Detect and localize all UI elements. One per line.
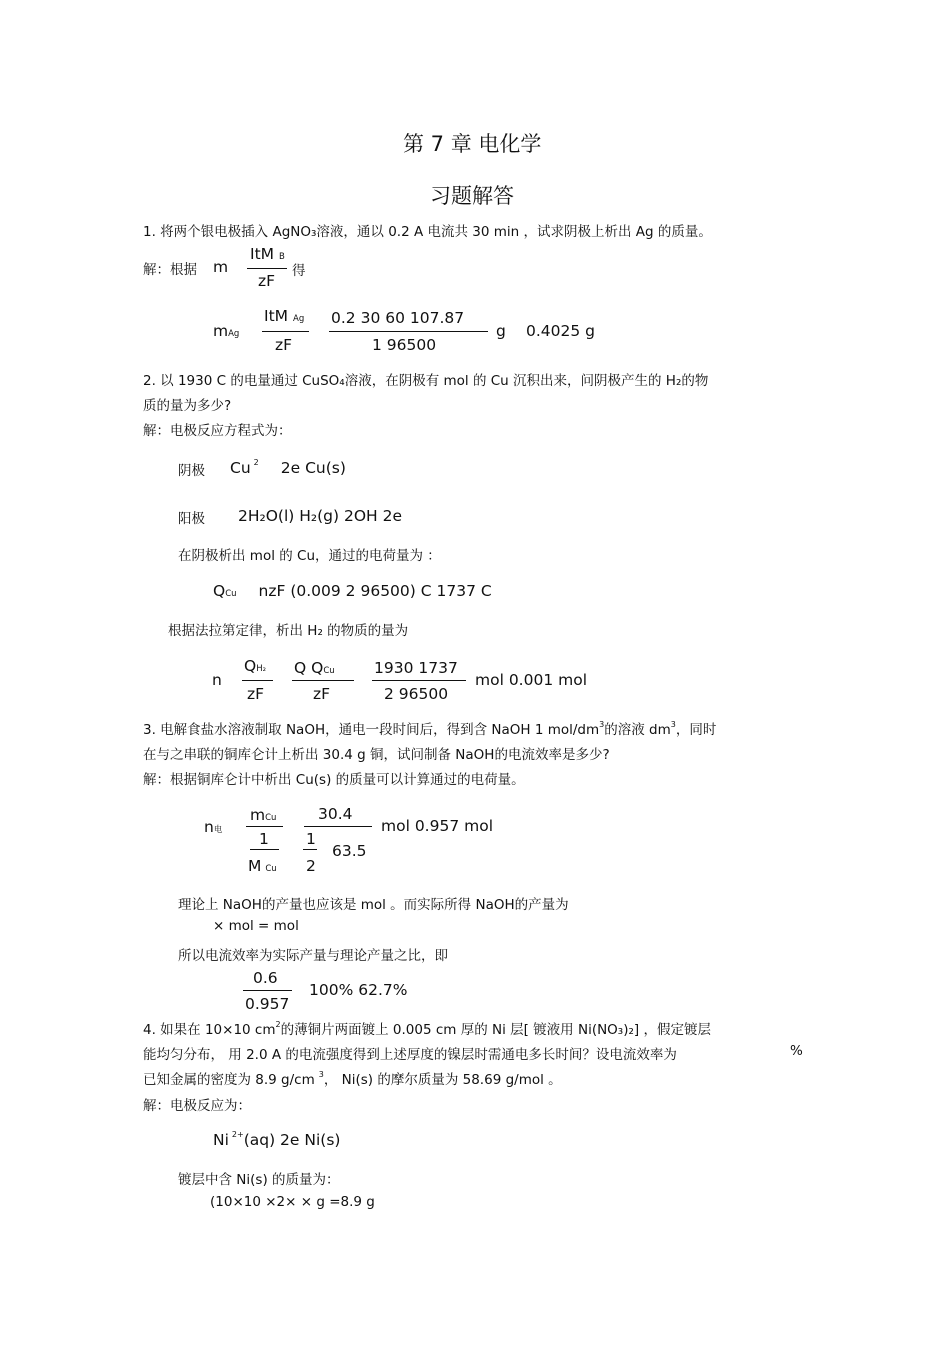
q2-f2-bar [292,680,354,681]
q3-b-right: 63.5 [332,842,367,860]
q2-f2-den: zF [313,685,331,703]
q3-text1: 理论上 NaOH的产量也应该是 mol 。而实际所得 NaOH的产量为 [178,897,569,913]
q1-frac2-den: zF [275,336,293,354]
q4-eq: Ni $^{2+}$(aq) 2e Ni(s) [213,1130,341,1149]
section-subtitle: 习题解答 [430,184,514,208]
q4-question-line1: 4. 如果在 10×10 $cm^2$的薄铜片两面镀上 0.005 cm 厚的 Ni 层[ 镀液用 Ni(NO₃)₂] ，假定镀层 [143,1020,711,1038]
q1-frac-num: ItM B [250,245,285,263]
q2-text2: 根据法拉第定律，析出 H₂ 的物质的量为 [168,623,409,639]
q2-question-line2: 质的量为多少? [143,398,232,414]
q3-a-bar [246,826,283,827]
q1-m: m [213,258,229,276]
q2-f3-den: 2 96500 [384,685,449,703]
q1-result: 0.4025 g [526,322,596,340]
q3-text2: × mol = mol [213,918,299,934]
q3-a-bar2 [250,849,279,850]
q2-f3-bar [372,680,466,681]
q2-n: n [212,671,222,689]
q1-de: 得 [292,263,306,279]
q3-b-mid-num: 1 [306,830,316,848]
q3-result: mol 0.957 mol [381,817,494,835]
q2-f2-num: Q QCu [294,659,335,677]
q3-eff-rest: 100% 62.7% [309,981,408,999]
q1-sol-prefix: 解：根据 [143,262,197,278]
q3-eff-den: 0.957 [245,995,290,1013]
q3-b-mid-bar [303,849,317,850]
q3-eff-bar [243,990,292,991]
q3-b-num: 30.4 [318,805,353,823]
q4-question-pct: % [790,1043,803,1059]
q3-text3: 所以电流效率为实际产量与理论产量之比，即 [178,948,448,964]
q3-a-mid: 1 [259,830,269,848]
q1-mag: mAg [213,322,240,340]
q4-sol: 解：电极反应为： [143,1098,251,1114]
q2-anode-eq: 2H₂O(l) H₂(g) 2OH 2e [238,507,403,525]
q2-cathode-label: 阴极 [178,463,205,479]
q1-question: 1. 将两个银电极插入 AgNO₃溶液，通以 0.2 A 电流共 30 min ，试求阴极上析出 Ag 的质量。 [143,224,712,240]
q2-f1-den: zF [247,685,265,703]
q2-f1-num: QH₂ [244,657,267,675]
q4-question-line2: 能均匀分布， 用 2.0 A 的电流强度得到上述厚度的镍层时需通电多长时间？设电流效率为 [143,1047,677,1063]
q1-frac3-den: 1 96500 [372,336,437,354]
q1-frac-bar [247,268,287,269]
q2-sol: 解：电极反应方程式为： [143,423,292,439]
q3-question-line2: 在与之串联的铜库仑计上析出 30.4 g 铜，试问制备 NaOH的电流效率是多少? [143,747,610,763]
q2-result: mol 0.001 mol [475,671,588,689]
q1-frac2-bar [262,331,309,332]
q3-a-num: mCu [250,806,277,824]
q1-frac-den: zF [258,272,276,290]
q3-question-line1: 3. 电解食盐水溶液制取 NaOH，通电一段时间后，得到含 NaOH 1 mol/$dm^3$的溶液 $dm^3$，同时 [143,720,717,738]
q2-question-line1: 2. 以 1930 C 的电量通过 CuSO₄溶液，在阴极有 mol 的 Cu 沉积出来，问阴极产生的 H₂的物 [143,373,709,389]
q2-anode-label: 阳极 [178,511,205,527]
q1-frac3-bar [329,331,488,332]
q2-cathode-eq: Cu $^2$ 2e Cu(s) [230,458,346,477]
q3-b-bar [304,826,372,827]
page-title: 第 7 章 电化学 [403,132,542,156]
q1-frac2-num: ItM Ag [264,307,305,325]
q1-unit: g [496,322,506,340]
q2-f1-bar [242,680,273,681]
q2-text1: 在阴极析出 mol 的 Cu，通过的电荷量为 ： [178,548,441,564]
q4-text2: (10×10 ×2× × g =8.9 g [210,1194,375,1210]
q3-sol: 解：根据铜库仑计中析出 Cu(s) 的质量可以计算通过的电荷量。 [143,772,525,788]
q2-charge-eq: QCu nzF (0.009 2 96500) C 1737 C [213,582,492,600]
q3-a-den: M Cu [248,857,277,875]
q3-b-mid-den: 2 [306,857,316,875]
q4-text1: 镀层中含 Ni(s) 的质量为： [178,1172,340,1188]
q3-n: n电 [204,818,223,836]
q4-question-line3: 已知金属的密度为 8.9 g/cm $^3$， Ni(s) 的摩尔质量为 58.69 g/mol 。 [143,1070,562,1088]
q1-frac3-num: 0.2 30 60 107.87 [331,309,465,327]
q3-eff-num: 0.6 [253,969,278,987]
q2-f3-num: 1930 1737 [374,659,458,677]
